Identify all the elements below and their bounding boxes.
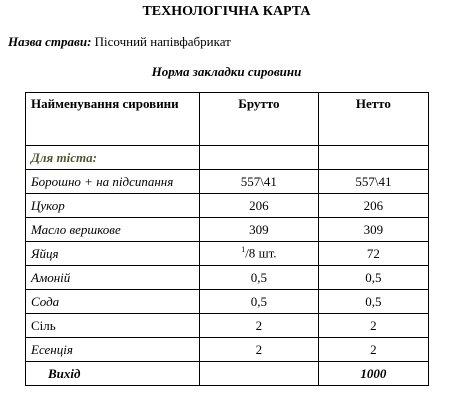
- table-row: [26, 314, 429, 338]
- row-net: 2: [318, 338, 428, 362]
- row-name: Амоній: [26, 266, 200, 290]
- row-net: 2: [318, 314, 428, 338]
- total-label: Вихід: [26, 362, 200, 386]
- row-net: 0,5: [318, 266, 428, 290]
- row-name: Борошно + на підсипання: [26, 170, 200, 194]
- section-gross: [199, 146, 318, 170]
- row-gross: 206: [199, 194, 318, 218]
- dish-line: [8, 34, 231, 50]
- row-gross: 2: [199, 338, 318, 362]
- table-row: [26, 242, 429, 266]
- row-net: 206: [318, 194, 428, 218]
- table-row: [26, 218, 429, 242]
- total-gross: [199, 362, 318, 386]
- row-net: 557\41: [318, 170, 428, 194]
- row-gross: 309: [199, 218, 318, 242]
- gross-unit: шт.: [255, 245, 277, 261]
- table-row: [26, 266, 429, 290]
- row-gross: 2: [199, 314, 318, 338]
- row-gross: 0,5: [199, 266, 318, 290]
- table-row: [26, 338, 429, 362]
- table-row: [26, 290, 429, 314]
- dish-value: Пісочний напівфабрикат: [94, 34, 231, 49]
- row-name: Есенція: [26, 338, 200, 362]
- row-gross: 0,5: [199, 290, 318, 314]
- row-name: Яйця: [26, 242, 200, 266]
- total-net: 1000: [318, 362, 428, 386]
- header-gross: Брутто: [199, 93, 318, 146]
- header-name: Найменування сировини: [26, 93, 200, 146]
- row-net: 72: [318, 242, 428, 266]
- row-net: 309: [318, 218, 428, 242]
- row-gross: [199, 242, 318, 266]
- row-name: Сіль: [26, 314, 200, 338]
- total-row: [26, 362, 429, 386]
- table-row: [26, 194, 429, 218]
- row-name: Масло вершкове: [26, 218, 200, 242]
- norm-title: Норма закладки сировини: [151, 64, 302, 79]
- document-title: ТЕХНОЛОГІЧНА КАРТА: [142, 4, 311, 19]
- ingredients-table: [25, 92, 429, 386]
- header-net: Нетто: [318, 93, 428, 146]
- fraction-numerator: 1: [241, 245, 246, 255]
- table-header-row: [26, 93, 429, 146]
- dish-label: Назва страви:: [8, 34, 92, 49]
- section-net: [318, 146, 428, 170]
- table-row: [26, 170, 429, 194]
- row-gross: 557\41: [199, 170, 318, 194]
- row-name: Сода: [26, 290, 200, 314]
- fraction-denominator: /8: [245, 245, 256, 261]
- row-net: 0,5: [318, 290, 428, 314]
- row-name: Цукор: [26, 194, 200, 218]
- section-row: [26, 146, 429, 170]
- section-label: Для тіста:: [26, 146, 200, 170]
